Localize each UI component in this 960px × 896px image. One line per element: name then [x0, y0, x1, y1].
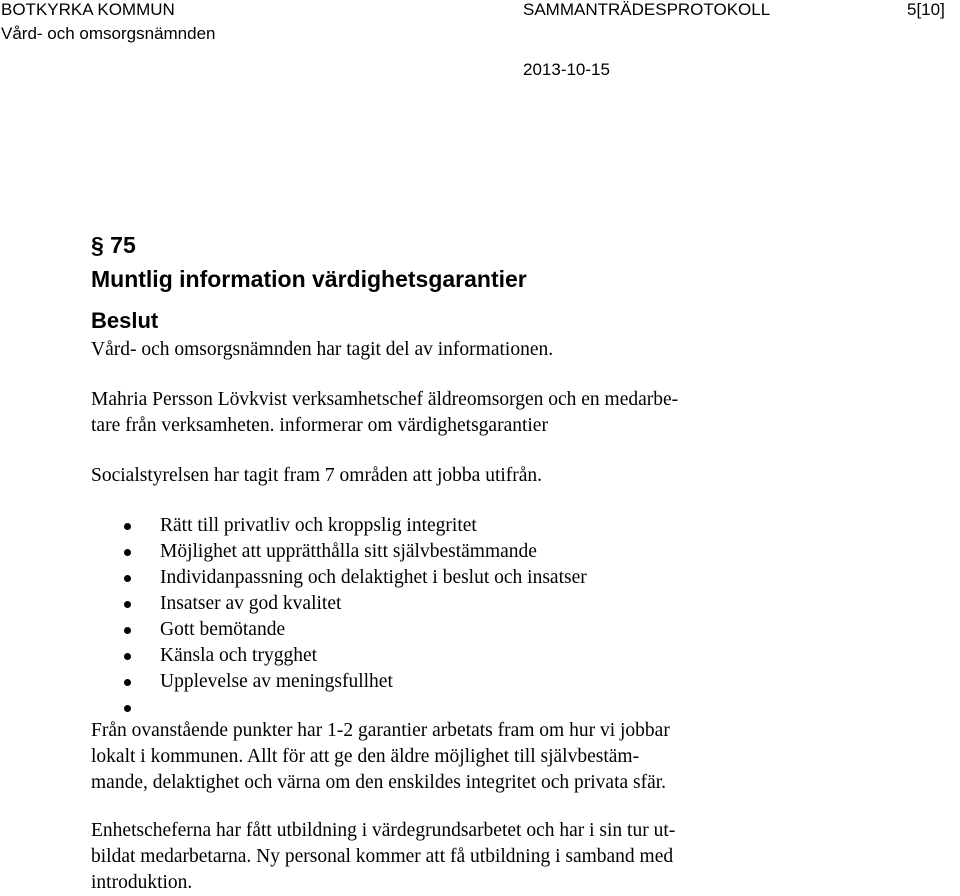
outcome-line: Från ovanstående punkter har 1-2 garantier arbetats fram om hur vi jobbar — [91, 720, 670, 741]
list-item — [124, 565, 587, 591]
info-line: Mahria Persson Lövkvist verksamhetschef äldreomsorgen och en medarbe- — [91, 389, 679, 410]
department-name: Vård- och omsorgsnämnden — [1, 24, 216, 43]
intro-text: Socialstyrelsen har tagit fram 7 områden att jobba utifrån. — [91, 465, 543, 486]
list-item — [124, 617, 587, 643]
list-item-text: Upplevelse av meningsfullhet — [160, 671, 393, 692]
info-paragraph — [91, 387, 678, 439]
paragraph-number: § 75 — [91, 232, 136, 258]
bullet-icon — [124, 575, 131, 582]
bullet-icon — [124, 705, 131, 712]
decision-heading: Beslut — [91, 308, 159, 333]
decision-text: Vård- och omsorgsnämnden har tagit del av informationen. — [91, 339, 554, 360]
bullet-icon — [124, 627, 131, 634]
info-line: tare från verksamheten. informerar om värdighetsgarantier — [91, 415, 548, 436]
bullet-icon — [124, 601, 131, 608]
training-paragraph — [91, 818, 675, 896]
focus-areas-list — [124, 513, 587, 721]
list-item-text: Gott bemötande — [160, 619, 286, 640]
item-title: Muntlig information värdighetsgarantier — [91, 266, 527, 292]
bullet-icon — [124, 653, 131, 660]
outcome-line: lokalt i kommunen. Allt för att ge den äldre möjlighet till självbestäm- — [91, 746, 640, 767]
list-item-text: Rätt till privatliv och kroppslig integritet — [160, 515, 477, 536]
list-item-text: Insatser av god kvalitet — [160, 593, 342, 614]
list-item-text: Möjlighet att upprätthålla sitt självbestämmande — [160, 541, 537, 562]
bullet-icon — [124, 679, 131, 686]
list-item — [124, 591, 587, 617]
list-item-text: Känsla och trygghet — [160, 645, 318, 666]
training-line: Enhetscheferna har fått utbildning i värdegrundsarbetet och har i sin tur ut- — [91, 820, 676, 841]
bullet-icon — [124, 523, 131, 530]
meeting-date: 2013-10-15 — [523, 60, 610, 79]
list-item — [124, 669, 587, 695]
list-item-text: Individanpassning och delaktighet i beslut och insatser — [160, 567, 587, 588]
document-type: SAMMANTRÄDESPROTOKOLL — [523, 0, 771, 19]
list-item — [124, 513, 587, 539]
list-item — [124, 539, 587, 565]
page-number: 5[10] — [907, 0, 945, 19]
training-line: bildat medarbetarna. Ny personal kommer att få utbildning i samband med — [91, 846, 674, 867]
outcome-line: mande, delaktighet och värna om den enskildes integritet och privata sfär. — [91, 772, 667, 793]
list-item — [124, 643, 587, 669]
training-line: introduktion. — [91, 872, 193, 893]
organization-name: BOTKYRKA KOMMUN — [1, 0, 175, 19]
outcome-paragraph — [91, 718, 670, 796]
bullet-icon — [124, 549, 131, 556]
